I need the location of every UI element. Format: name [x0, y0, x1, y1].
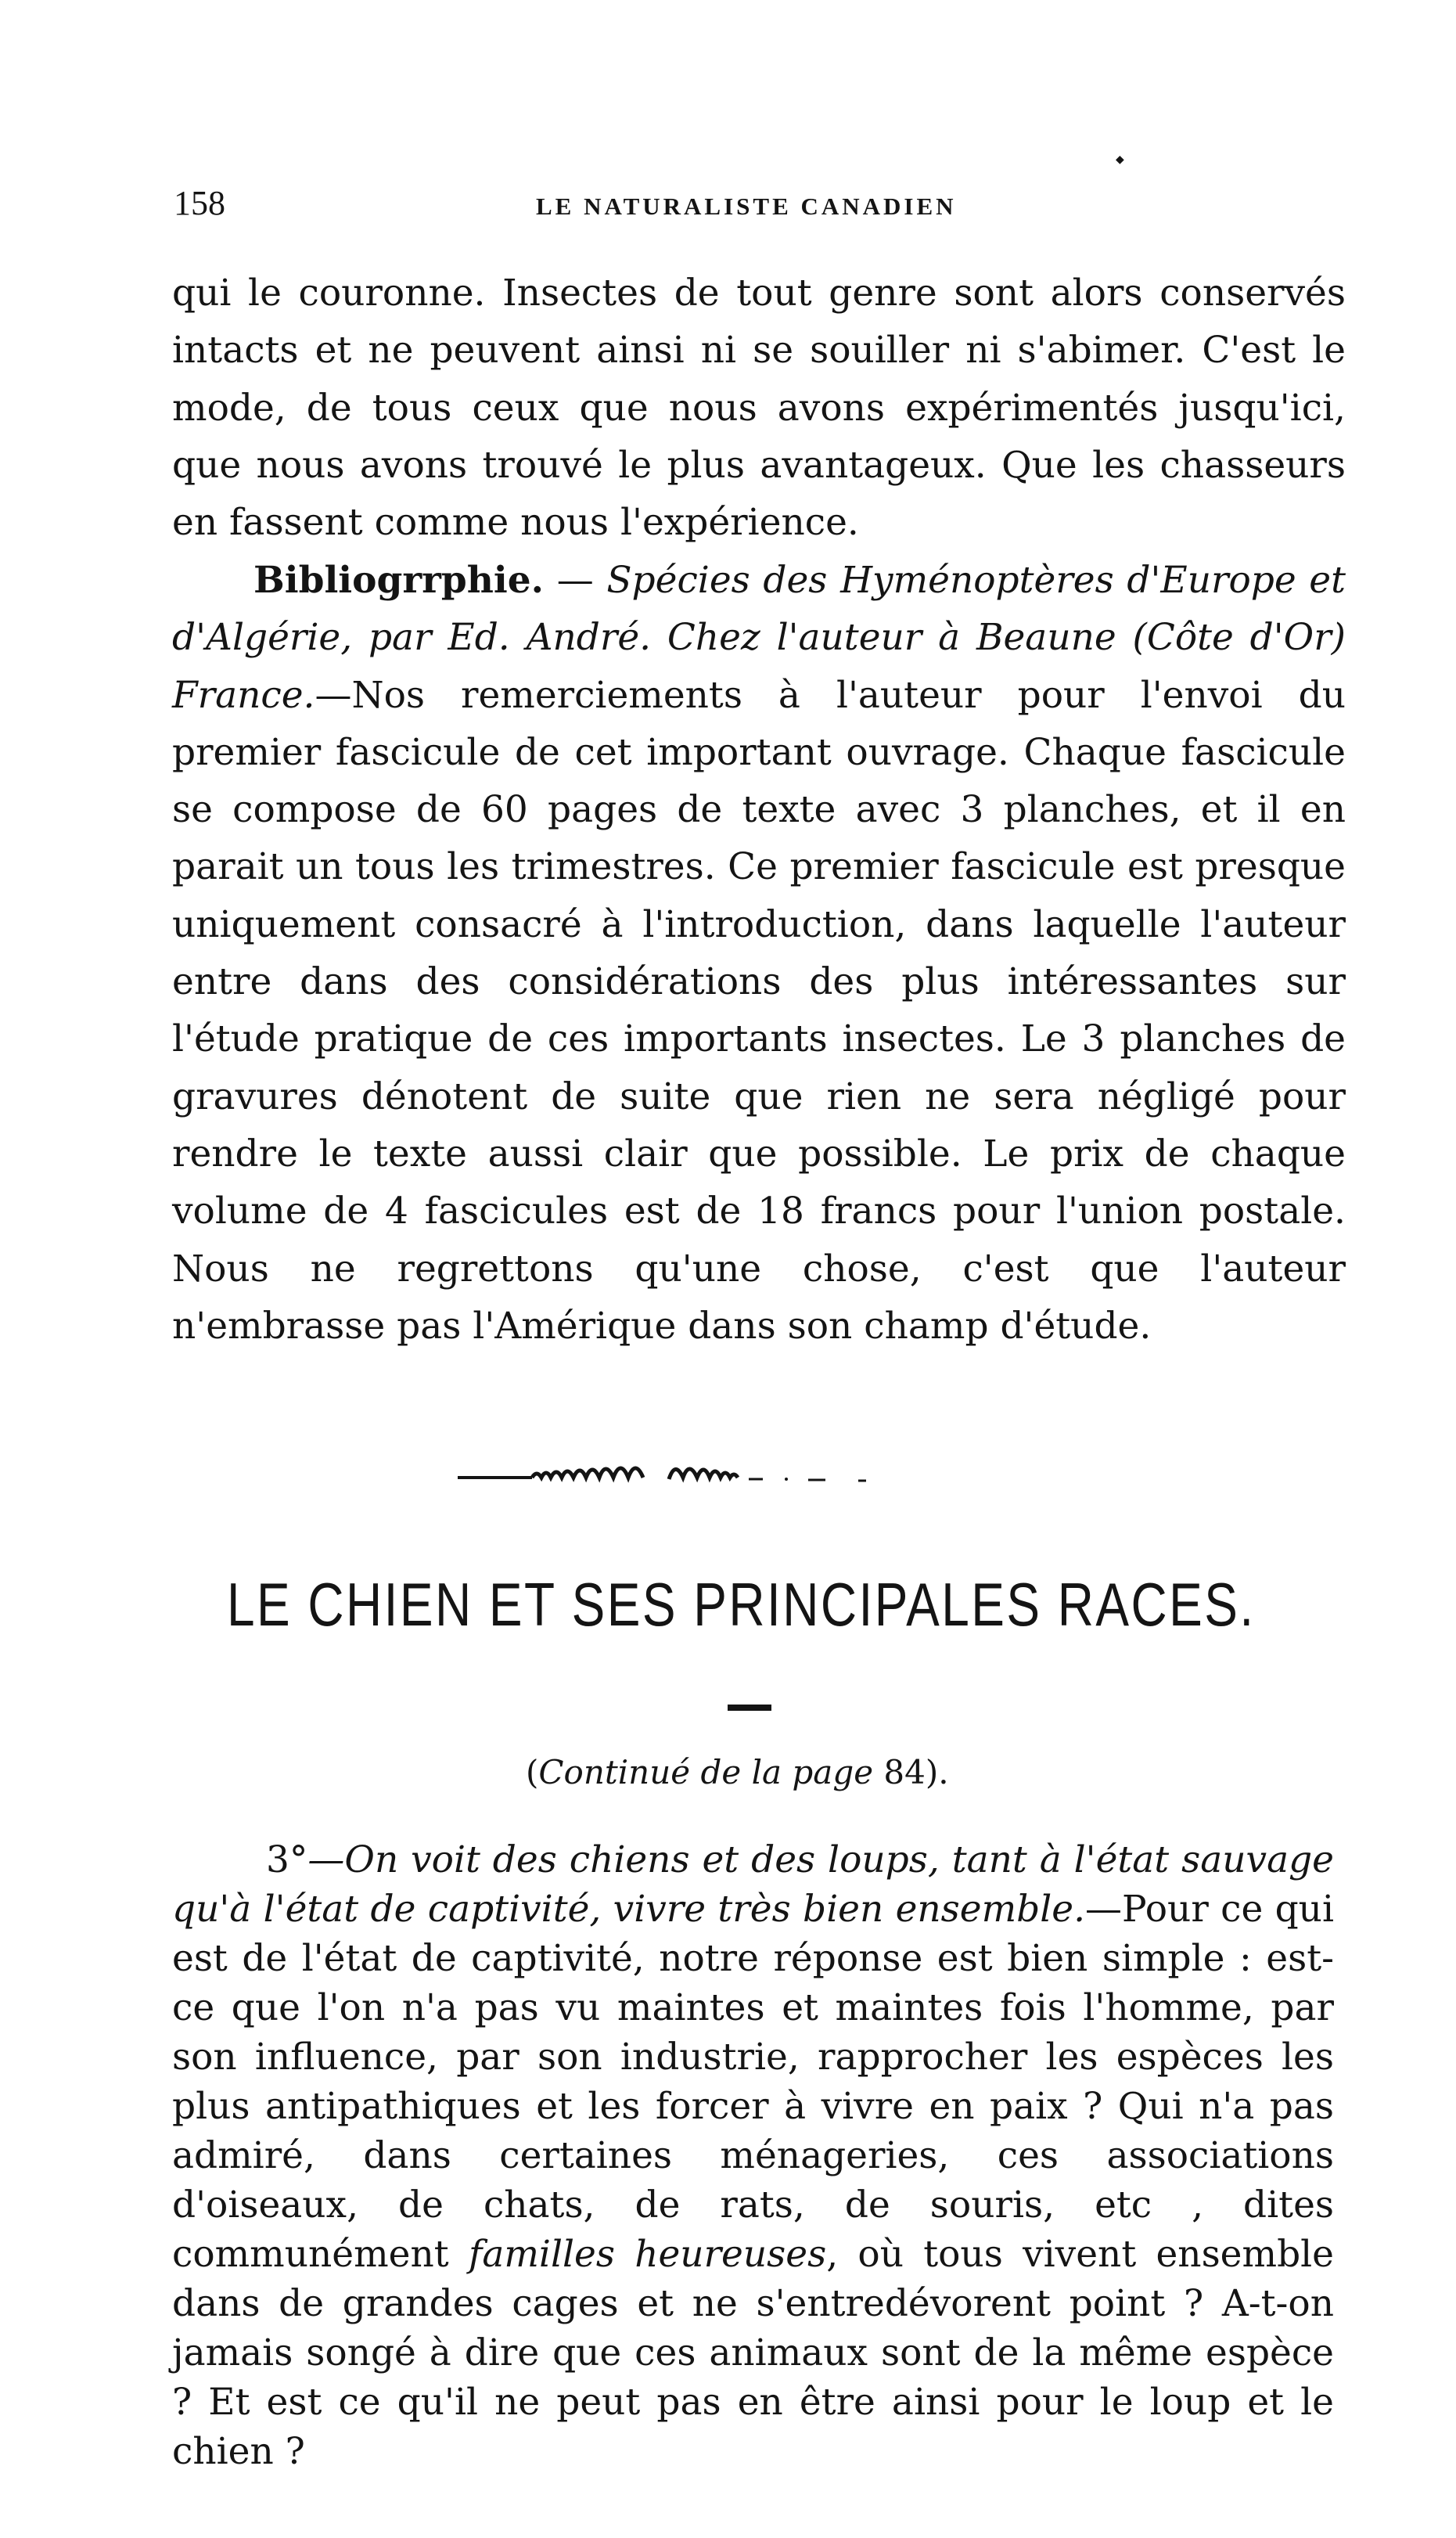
page-number: 158	[174, 184, 225, 222]
bibliography-label: Bibliogrrphie.	[253, 559, 545, 602]
paragraph-heading: —On voit des chiens et des loups, tant à l'état sauvage qu'à l'état de captivité, vivre très bien ensemble.	[172, 1838, 1334, 1931]
intro-paragraph: qui le couronne. Insectes de tout genre sont alors conservés intacts et ne peuvent ainsi ni se souiller ni s'abimer. C'est le mode, de tous ceux que nous avons expérimentés jusqu'ici, que nous avons trouvé le plus avantageux. Que les chasseurs en fassent comme nous l'expérience.	[172, 272, 1346, 545]
paragraph-text-2: , où tous vivent ensemble dans de grandes cages et ne s'entredévorent point ? A-t-on jamais songé à dire que ces animaux sont de la même espèce ? Et est ce qu'il ne peut pas en être ainsi pour le loup et le chien ?	[172, 2233, 1334, 2473]
paragraph-text-1: —Pour ce qui est de l'état de captivité, notre réponse est bien simple : est-ce que l'on n'a pas vu maintes et maintes fois l'homme, par son influence, par son industrie, rapprocher les espèces les plus antipathiques et les forcer à vivre en paix ? Qui n'a pas admiré, dans certaines ménageries, ces associations d'oiseaux, de chats, de rats, de souris, etc , dites communément	[172, 1888, 1334, 2276]
running-head: LE NATURALISTE CANADIEN	[536, 193, 957, 220]
bibliography-text: —Nos remerciements à l'auteur pour l'envoi du premier fascicule de cet important ouvrage. Chaque fascicule se compose de 60 pages de texte avec 3 planches, et il en parait un tous les trimestres. Ce premier fascicule est presque uniquement consacré à l'introduction, dans laquelle l'auteur entre dans des considérations des plus intéressantes sur l'étude pratique de ces importants insectes. Le 3 planches de gravures dénotent de suite que rien ne sera négligé pour rendre le texte aussi clair que possible. Le prix de chaque volume de 4 fascicules est de 18 francs pour l'union postale. Nous ne regrettons qu'une chose, c'est que l'auteur n'embrasse pas l'Amérique dans son champ d'étude.	[172, 673, 1346, 1348]
continued-open: (	[526, 1753, 539, 1791]
paragraph-italic-term: familles heureuses	[468, 2233, 827, 2276]
continued-close: 84).	[873, 1753, 949, 1791]
bibliography-dash: —	[544, 559, 607, 602]
ink-speck: ◆	[1116, 153, 1124, 166]
title-rule	[728, 1705, 771, 1711]
decorative-divider	[458, 1456, 1021, 1487]
article-title: LE CHIEN ET SES PRINCIPALES RACES.	[227, 1570, 1256, 1639]
page-header	[174, 183, 1355, 230]
bibliography-citation: Spécies des Hyménoptères d'Europe et d'Algérie, par Ed. André. Chez l'auteur à Beaune (Côte d'Or) France.	[172, 559, 1346, 717]
bibliography-paragraph	[172, 552, 1346, 1355]
continued-italic: Continué de la page	[538, 1753, 874, 1791]
article-paragraph	[172, 1835, 1334, 2476]
paragraph-number: 3°	[266, 1838, 308, 1881]
continued-note	[526, 1753, 949, 1791]
